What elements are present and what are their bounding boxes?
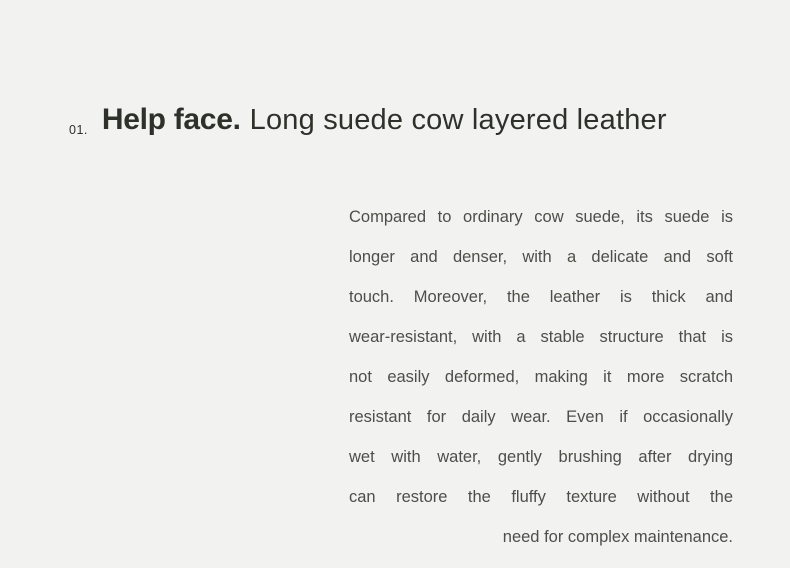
paragraph-line: wet with water, gently brushing after drying bbox=[349, 448, 733, 466]
paragraph-line: resistant for daily wear. Even if occasionally bbox=[349, 408, 733, 426]
description-paragraph bbox=[349, 197, 733, 557]
section-title-regular: Long suede cow layered leather bbox=[249, 104, 667, 136]
paragraph-line: wear-resistant, with a stable structure that is bbox=[349, 328, 733, 346]
paragraph-line: touch. Moreover, the leather is thick and bbox=[349, 288, 733, 306]
section-number: 01. bbox=[69, 123, 88, 137]
paragraph-line-last: need for complex maintenance. bbox=[502, 528, 733, 546]
section-title-bold: Help face. bbox=[101, 103, 241, 136]
paragraph-line: Compared to ordinary cow suede, its suede is bbox=[349, 208, 733, 226]
paragraph-line: not easily deformed, making it more scratch bbox=[349, 368, 733, 386]
section-heading bbox=[69, 105, 667, 135]
paragraph-line: can restore the fluffy texture without the bbox=[349, 488, 733, 506]
paragraph-line: longer and denser, with a delicate and soft bbox=[349, 248, 733, 266]
